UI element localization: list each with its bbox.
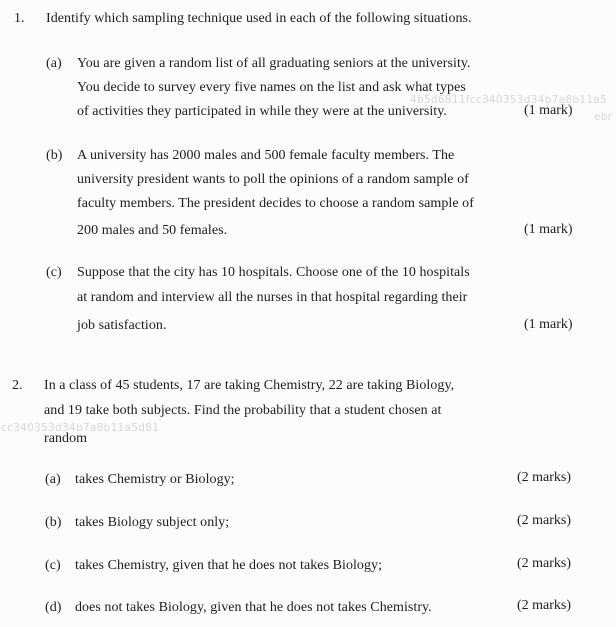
marks-2b: (2 marks): [517, 513, 572, 528]
part-text-2b: takes Biology subject only;: [75, 515, 230, 530]
part-text-2c: takes Chemistry, given that he does not takes Biology;: [75, 558, 383, 573]
part-label-1b: (b): [46, 148, 63, 163]
marks-2c: (2 marks): [517, 556, 572, 571]
part-text-2a: takes Chemistry or Biology;: [75, 472, 235, 487]
part-label-2b: (b): [45, 515, 62, 530]
part-line-1c-1: Suppose that the city has 10 hospitals. Choose one of the 10 hospitals: [77, 265, 470, 280]
part-line-1a-2: You decide to survey every five names on the list and ask what types: [77, 80, 466, 95]
watermark-text: ebr: [594, 111, 613, 123]
part-line-1b-1: A university has 2000 males and 500 female faculty members. The: [77, 148, 455, 163]
question-2-stem-line-1: In a class of 45 students, 17 are taking Chemistry, 22 are taking Biology,: [44, 378, 455, 393]
part-label-2d: (d): [45, 600, 62, 615]
part-text-2d: does not takes Biology, given that he does not takes Chemistry.: [75, 600, 432, 615]
part-line-1b-4: 200 males and 50 females.: [77, 223, 228, 238]
part-label-1a: (a): [46, 56, 62, 71]
part-label-1c: (c): [46, 265, 62, 280]
part-line-1a-1: You are given a random list of all graduating seniors at the university.: [77, 56, 471, 71]
part-line-1a-3: of activities they participated in while they were at the university.: [77, 104, 447, 119]
marks-2a: (2 marks): [517, 470, 572, 485]
question-2-number: 2.: [12, 378, 23, 393]
part-label-2a: (a): [45, 472, 61, 487]
part-line-1b-2: university president wants to poll the opinions of a random sample of: [77, 172, 469, 187]
marks-2d: (2 marks): [517, 598, 572, 613]
marks-1a: (1 mark): [524, 103, 573, 118]
marks-1b: (1 mark): [524, 222, 573, 237]
question-2-stem-line-2: and 19 take both subjects. Find the probability that a student chosen at: [44, 403, 442, 418]
marks-1c: (1 mark): [524, 317, 573, 332]
watermark-text: 4b5d6811fcc340353d34b7a8b11a5: [410, 94, 608, 106]
part-line-1b-3: faculty members. The president decides to choose a random sample of: [77, 196, 474, 211]
part-line-1c-2: at random and interview all the nurses in that hospital regarding their: [77, 290, 468, 305]
part-line-1c-3: job satisfaction.: [77, 318, 167, 333]
watermark-text: cc340353d34b7a8b11a5d81: [1, 422, 160, 434]
part-label-2c: (c): [45, 558, 61, 573]
question-1-stem: Identify which sampling technique used in each of the following situations.: [46, 11, 472, 26]
question-1-number: 1.: [14, 11, 25, 26]
question-2-stem-line-3: random: [44, 431, 88, 446]
